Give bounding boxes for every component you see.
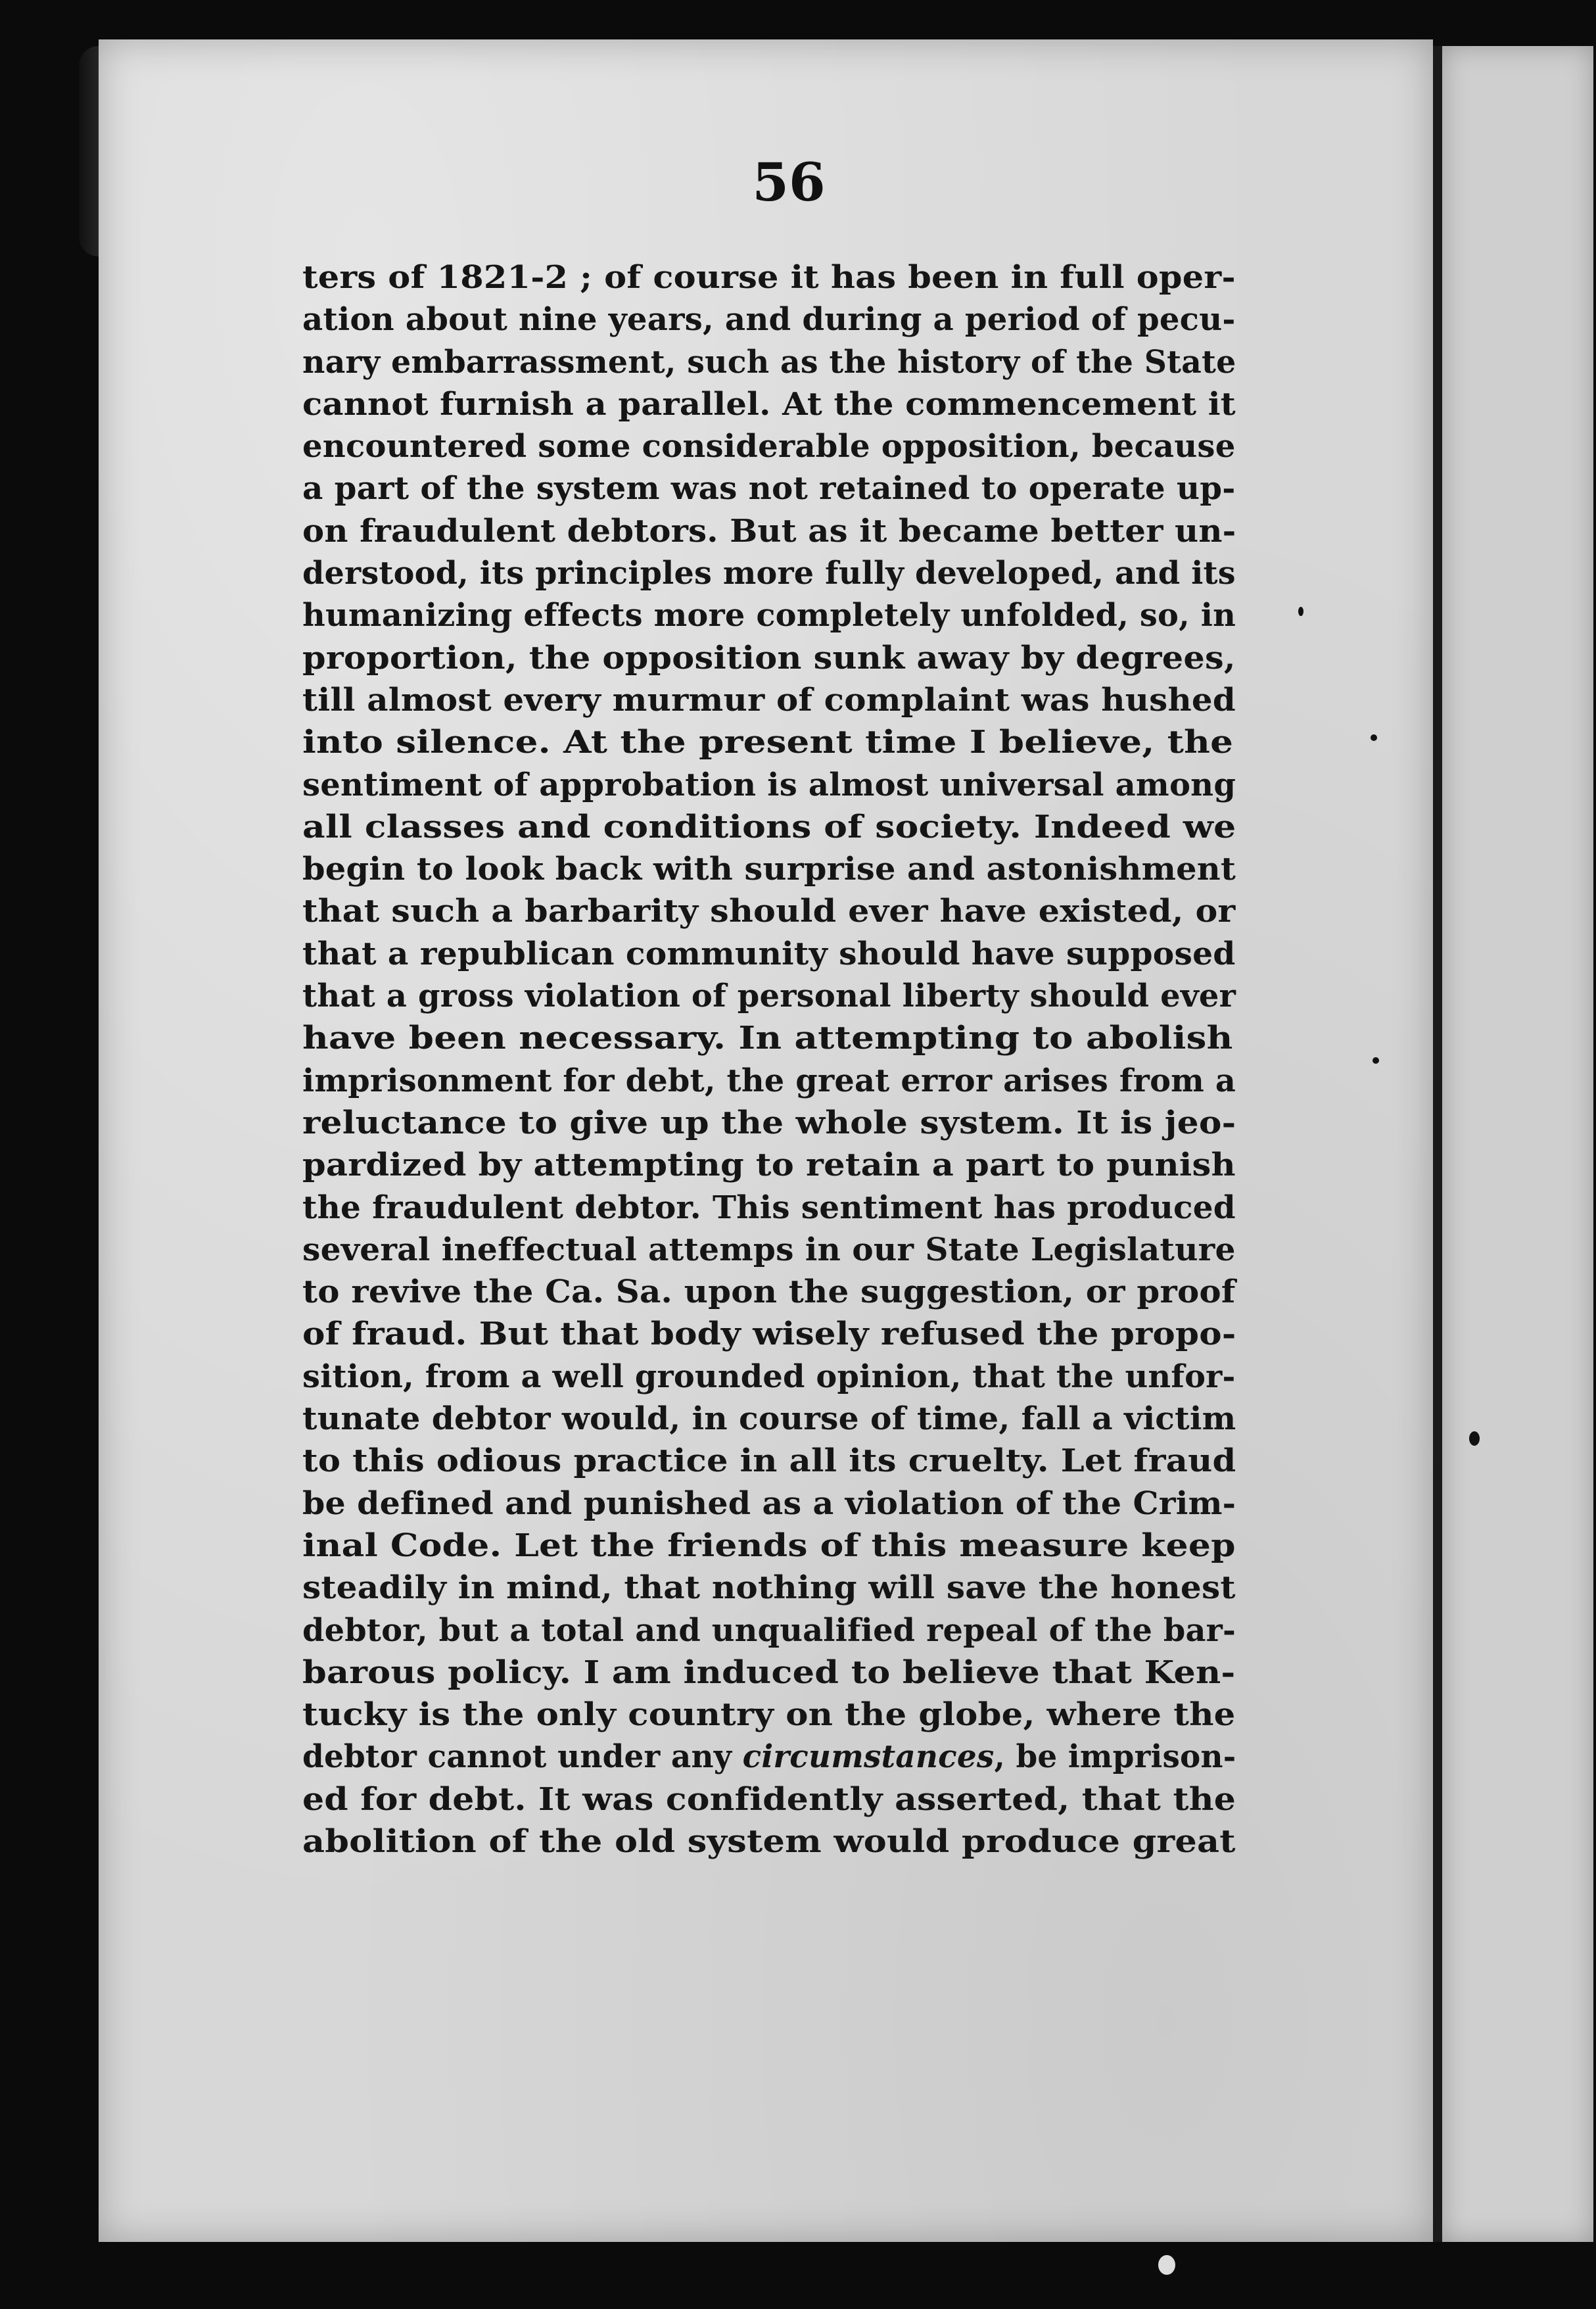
text-line: that a gross violation of personal liberty should ever xyxy=(302,978,1236,1015)
text-line: derstood, its principles more fully developed, and its xyxy=(302,555,1236,592)
text-line: into silence. At the present time I believe, the xyxy=(302,724,1234,761)
text-line: tunate debtor would, in course of time, fall a victim xyxy=(302,1400,1236,1438)
scan-speck xyxy=(1469,1431,1480,1446)
scan-speck xyxy=(1158,2255,1175,2275)
text-line: that a republican community should have supposed xyxy=(302,935,1236,972)
text-line: barous policy. I am induced to believe that Ken- xyxy=(302,1654,1236,1691)
scan-speck xyxy=(1298,607,1303,616)
text-line: sition, from a well grounded opinion, that the unfor- xyxy=(302,1358,1236,1395)
text-line: on fraudulent debtors. But as it became better un- xyxy=(302,512,1236,550)
adjacent-page-edge xyxy=(1433,46,1593,2242)
text-segment: debtor cannot under any xyxy=(302,1738,743,1776)
text-line: to revive the Ca. Sa. upon the suggestion, or proof xyxy=(302,1274,1236,1311)
text-segment: , be imprison- xyxy=(994,1738,1236,1776)
text-line: debtor, but a total and unqualified repeal of the bar- xyxy=(302,1611,1236,1649)
text-line: begin to look back with surprise and astonishment xyxy=(302,851,1236,888)
text-line: humanizing effects more completely unfolded, so, in xyxy=(302,597,1236,634)
page-number: 56 xyxy=(752,151,826,213)
text-line: all classes and conditions of society. Indeed we xyxy=(302,808,1236,845)
text-line: encountered some considerable opposition, because xyxy=(302,428,1236,465)
italic-text-segment: circumstances xyxy=(742,1738,995,1776)
text-line: have been necessary. In attempting to abolish xyxy=(302,1020,1233,1057)
text-line: imprisonment for debt, the great error arises from a xyxy=(302,1062,1236,1099)
body-text xyxy=(302,256,1249,1863)
text-line: inal Code. Let the friends of this measure keep xyxy=(302,1527,1236,1564)
text-line: to this odious practice in all its cruelty. Let fraud xyxy=(302,1442,1236,1480)
text-line: nary embarrassment, such as the history of the State xyxy=(302,343,1236,381)
text-line: tucky is the only country on the globe, where the xyxy=(302,1696,1236,1734)
text-line: ters of 1821-2 ; of course it has been in full oper- xyxy=(302,259,1236,296)
text-line xyxy=(302,1736,1236,1778)
text-line: ation about nine years, and during a period of pecu- xyxy=(302,301,1236,339)
text-line: that such a barbarity should ever have existed, or xyxy=(302,893,1236,930)
text-line: reluctance to give up the whole system. It is jeo- xyxy=(302,1104,1236,1141)
scan-speck xyxy=(1373,1057,1379,1064)
text-line: pardized by attempting to retain a part to punish xyxy=(302,1147,1236,1184)
text-line: be defined and punished as a violation of the Crim- xyxy=(302,1485,1236,1522)
text-line: a part of the system was not retained to operate up- xyxy=(302,470,1236,508)
text-line: proportion, the opposition sunk away by degrees, xyxy=(302,639,1236,677)
text-line: ed for debt. It was confidently asserted, that the xyxy=(302,1780,1236,1818)
text-line: cannot furnish a parallel. At the commencement it xyxy=(302,385,1236,423)
text-line: the fraudulent debtor. This sentiment has produced xyxy=(302,1189,1236,1226)
text-line: of fraud. But that body wisely refused the propo- xyxy=(302,1316,1236,1353)
scan-speck xyxy=(1371,734,1377,741)
text-line: several ineffectual attemps in our State Legislature xyxy=(302,1231,1236,1268)
text-line: sentiment of approbation is almost universal among xyxy=(302,766,1236,803)
text-line: till almost every murmur of complaint was hushed xyxy=(302,681,1236,719)
text-line: steadily in mind, that nothing will save the honest xyxy=(302,1569,1236,1607)
text-line: abolition of the old system would produce great xyxy=(302,1822,1236,1860)
